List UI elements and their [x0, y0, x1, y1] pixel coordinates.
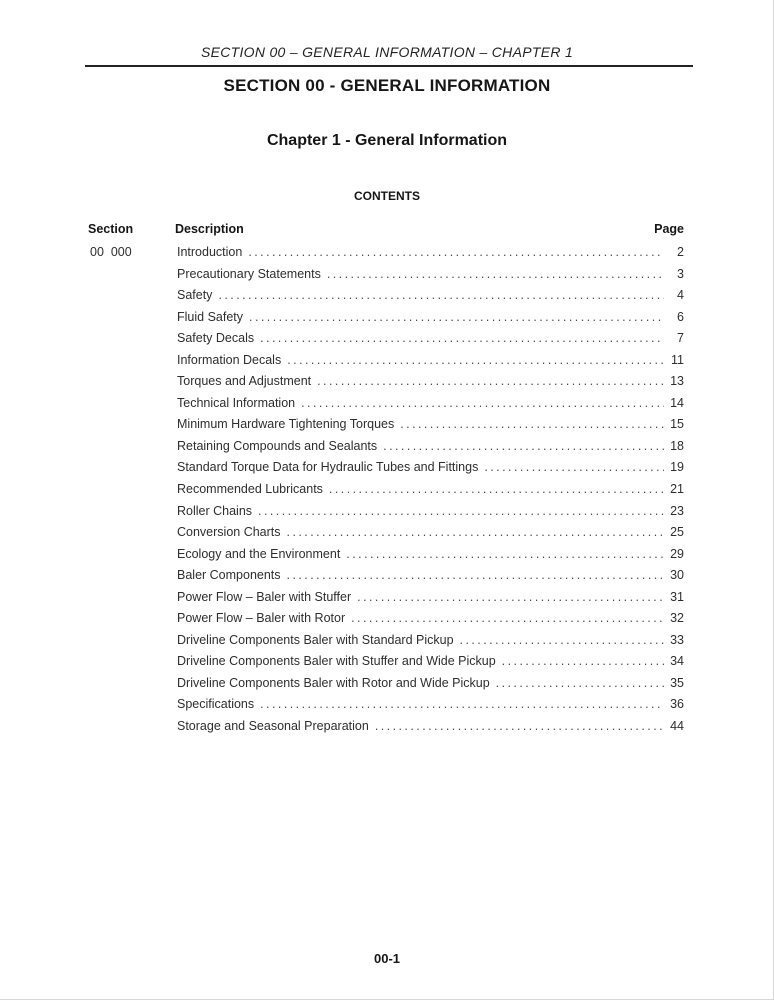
toc-row: [88, 630, 684, 652]
toc-entry-page: 30: [670, 568, 684, 583]
toc-entry-title: Storage and Seasonal Preparation: [177, 719, 369, 734]
toc-entry-title: Roller Chains: [177, 503, 253, 518]
dot-leader: [287, 522, 664, 544]
toc-entry-page: 34: [670, 654, 684, 669]
dot-leader: [357, 587, 664, 609]
dot-leader: [258, 501, 664, 523]
toc-row: [88, 544, 684, 566]
toc-row: [88, 414, 684, 436]
header-rule: [85, 65, 693, 67]
toc-entry-page: 3: [677, 266, 684, 281]
section-title: SECTION 00 - GENERAL INFORMATION: [223, 76, 551, 95]
toc-entry-page: 19: [670, 460, 684, 475]
toc-entry-title: Conversion Charts: [177, 525, 281, 540]
dot-leader: [351, 608, 664, 630]
toc-section-number: 00 000: [90, 245, 132, 259]
table-of-contents: [88, 218, 684, 738]
dot-leader: [248, 242, 664, 264]
dot-leader: [383, 436, 664, 458]
running-header: SECTION 00 – GENERAL INFORMATION – CHAPTER 1: [200, 44, 574, 60]
toc-entry-title: Driveline Components Baler with Stuffer and Wide Pickup: [177, 654, 496, 669]
toc-row: [88, 457, 684, 479]
toc-entry-title: Introduction: [177, 245, 243, 259]
dot-leader: [301, 393, 664, 415]
toc-entry-page: 21: [670, 482, 684, 497]
toc-entry-page: 13: [670, 374, 684, 389]
dot-leader: [502, 651, 664, 673]
toc-entry-page: 6: [677, 309, 684, 324]
toc-row: [88, 608, 684, 630]
dot-leader: [327, 264, 664, 286]
toc-row: [88, 350, 684, 372]
toc-entry-title: Safety: [177, 288, 213, 303]
toc-row: [88, 264, 684, 286]
toc-entry-title: Safety Decals: [177, 331, 255, 346]
toc-entry-page: 11: [671, 352, 684, 367]
toc-row: [88, 242, 684, 264]
toc-entry-title: Torques and Adjustment: [177, 374, 312, 389]
toc-entry-page: 32: [670, 611, 684, 626]
toc-column-section: Section: [88, 222, 134, 236]
toc-entry-title: Standard Torque Data for Hydraulic Tubes and Fittings: [177, 460, 479, 475]
toc-row: [88, 307, 684, 329]
toc-entry-page: 18: [670, 438, 684, 453]
toc-entry-title: Retaining Compounds and Sealants: [177, 438, 378, 453]
toc-column-page: Page: [654, 222, 684, 236]
contents-heading: CONTENTS: [354, 189, 420, 203]
dot-leader: [218, 285, 664, 307]
toc-entry-title: Recommended Lubricants: [177, 482, 323, 497]
toc-entry-title: Power Flow – Baler with Stuffer: [177, 589, 352, 604]
dot-leader: [329, 479, 664, 501]
dot-leader: [249, 307, 664, 329]
toc-row: [88, 328, 684, 350]
dot-leader: [260, 328, 664, 350]
toc-row: [88, 501, 684, 523]
toc-column-description: Description: [175, 222, 244, 236]
toc-entry-title: Minimum Hardware Tightening Torques: [177, 417, 395, 432]
dot-leader: [400, 414, 664, 436]
dot-leader: [484, 457, 664, 479]
toc-row: [88, 694, 684, 716]
toc-row: [88, 651, 684, 673]
toc-entry-page: 7: [677, 331, 684, 346]
toc-entry-page: 29: [670, 546, 684, 561]
toc-row: [88, 371, 684, 393]
toc-row: [88, 393, 684, 415]
toc-row: [88, 673, 684, 695]
footer-page-number: 00-1: [373, 951, 401, 966]
toc-row: [88, 565, 684, 587]
toc-entry-page: 25: [670, 525, 684, 540]
toc-row: [88, 522, 684, 544]
toc-row: [88, 587, 684, 609]
toc-entry-page: 36: [670, 697, 684, 712]
dot-leader: [260, 694, 664, 716]
dot-leader: [346, 544, 664, 566]
toc-entry-title: Driveline Components Baler with Standard Pickup: [177, 632, 454, 647]
toc-row: [88, 436, 684, 458]
toc-entry-title: Ecology and the Environment: [177, 546, 341, 561]
toc-row: [88, 716, 684, 738]
dot-leader: [287, 350, 664, 372]
chapter-title: Chapter 1 - General Information: [266, 132, 508, 149]
toc-entry-title: Power Flow – Baler with Rotor: [177, 611, 346, 626]
toc-row: [88, 479, 684, 501]
toc-entry-page: 44: [670, 719, 684, 734]
dot-leader: [317, 371, 664, 393]
toc-entry-title: Driveline Components Baler with Rotor and Wide Pickup: [177, 675, 490, 690]
toc-entry-page: 15: [670, 417, 684, 432]
toc-entry-page: 35: [670, 675, 684, 690]
toc-entry-page: 14: [670, 395, 684, 410]
dot-leader: [287, 565, 664, 587]
toc-entry-page: 4: [677, 288, 684, 303]
toc-entry-page: 2: [677, 245, 684, 259]
toc-entry-title: Baler Components: [177, 568, 281, 583]
toc-entry-page: 23: [670, 503, 684, 518]
toc-row: [88, 285, 684, 307]
toc-rows-container: [88, 242, 684, 738]
toc-entry-page: 31: [670, 589, 684, 604]
toc-entry-title: Technical Information: [177, 395, 296, 410]
dot-leader: [460, 630, 664, 652]
toc-entry-title: Information Decals: [177, 352, 282, 367]
toc-entry-page: 33: [670, 632, 684, 647]
toc-entry-title: Fluid Safety: [177, 309, 244, 324]
dot-leader: [496, 673, 664, 695]
toc-entry-title: Specifications: [177, 697, 255, 712]
dot-leader: [375, 716, 664, 738]
toc-header-row: [88, 218, 684, 240]
toc-entry-title: Precautionary Statements: [177, 266, 321, 281]
